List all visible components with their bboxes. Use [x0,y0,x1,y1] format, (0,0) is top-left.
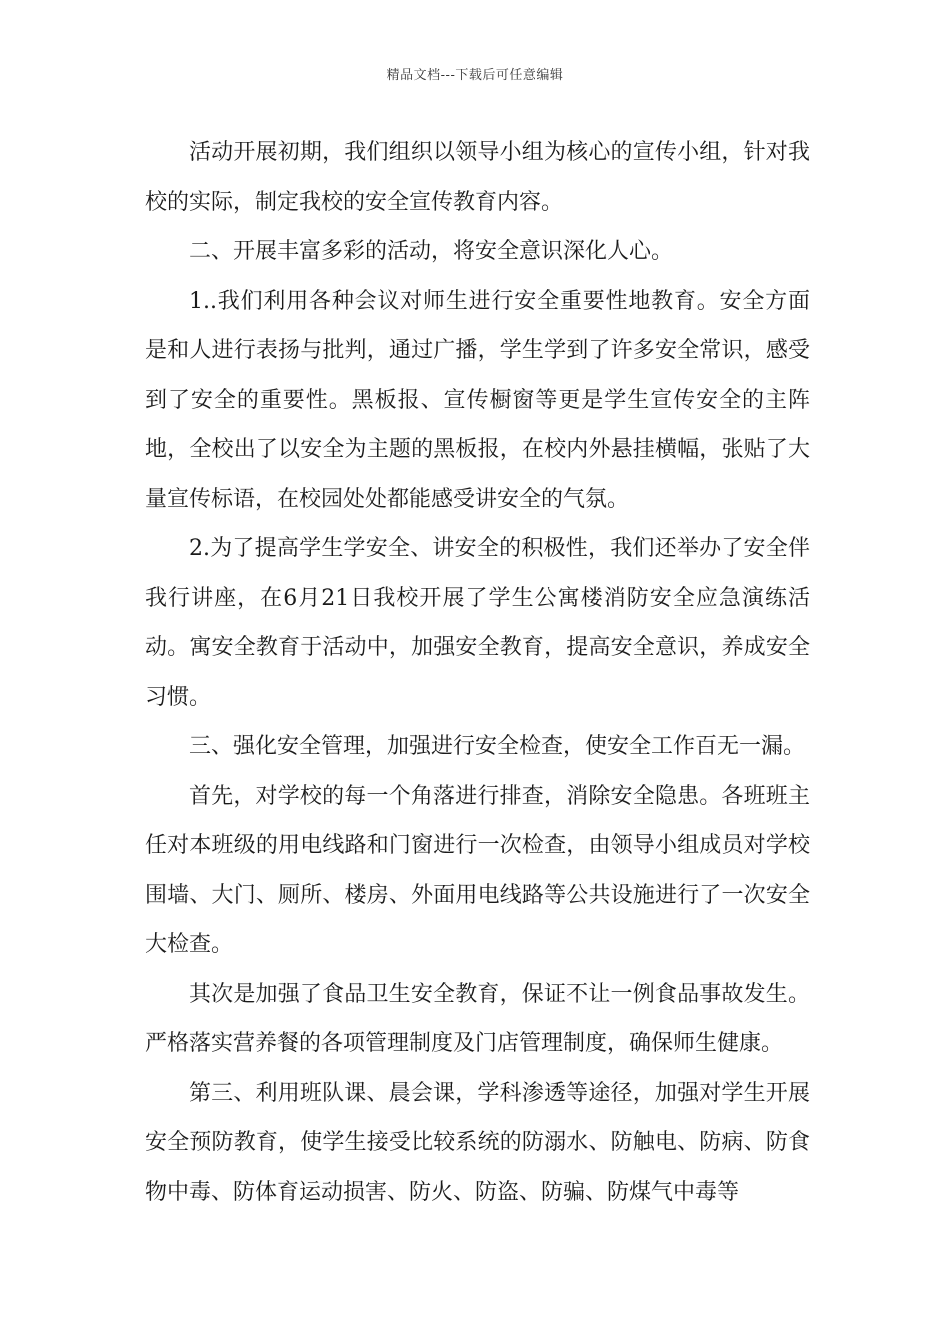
page-header: 精品文档---下载后可任意编辑 [386,68,564,83]
paragraph-intro: 活动开展初期，我们组织以领导小组为核心的宣传小组，针对我校的实际，制定我校的安全宣传教育内容。 [145,140,810,215]
paragraph-section-3-heading: 三、强化安全管理，加强进行安全检查，使安全工作百无一漏。 [189,734,806,759]
document-body [145,128,810,1217]
paragraph-second: 其次是加强了食品卫生安全教育，保证不让一例食品事故发生。严格落实营养餐的各项管理制度及门店管理制度，确保师生健康。 [145,981,810,1056]
paragraph-item-2: 2.为了提高学生学安全、讲安全的积极性，我们还举办了安全伴我行讲座，在6月21日我校开展了学生公寓楼消防安全应急演练活动。寓安全教育于活动中，加强安全教育，提高安全意识，养成安全习惯。 [145,536,810,710]
paragraph-section-2-heading: 二、开展丰富多彩的活动，将安全意识深化人心。 [189,239,674,264]
paragraph-item-1: 1..我们利用各种会议对师生进行安全重要性地教育。安全方面是和人进行表扬与批判，通过广播，学生学到了许多安全常识，感受到了安全的重要性。黑板报、宣传橱窗等更是学生宣传安全的主阵地，全校出了以安全为主题的黑板报，在校内外悬挂横幅，张贴了大量宣传标语，在校园处处都能感受讲安全的气氛。 [145,288,810,512]
paragraph-first: 首先，对学校的每一个角落进行排查，消除安全隐患。各班班主任对本班级的用电线路和门窗进行一次检查，由领导小组成员对学校围墙、大门、厕所、楼房、外面用电线路等公共设施进行了一次安全大检查。 [145,783,810,957]
paragraph-third: 第三、利用班队课、晨会课，学科渗透等途径，加强对学生开展安全预防教育，使学生接受比较系统的防溺水、防触电、防病、防食物中毒、防体育运动损害、防火、防盗、防骗、防煤气中毒等 [145,1080,810,1205]
